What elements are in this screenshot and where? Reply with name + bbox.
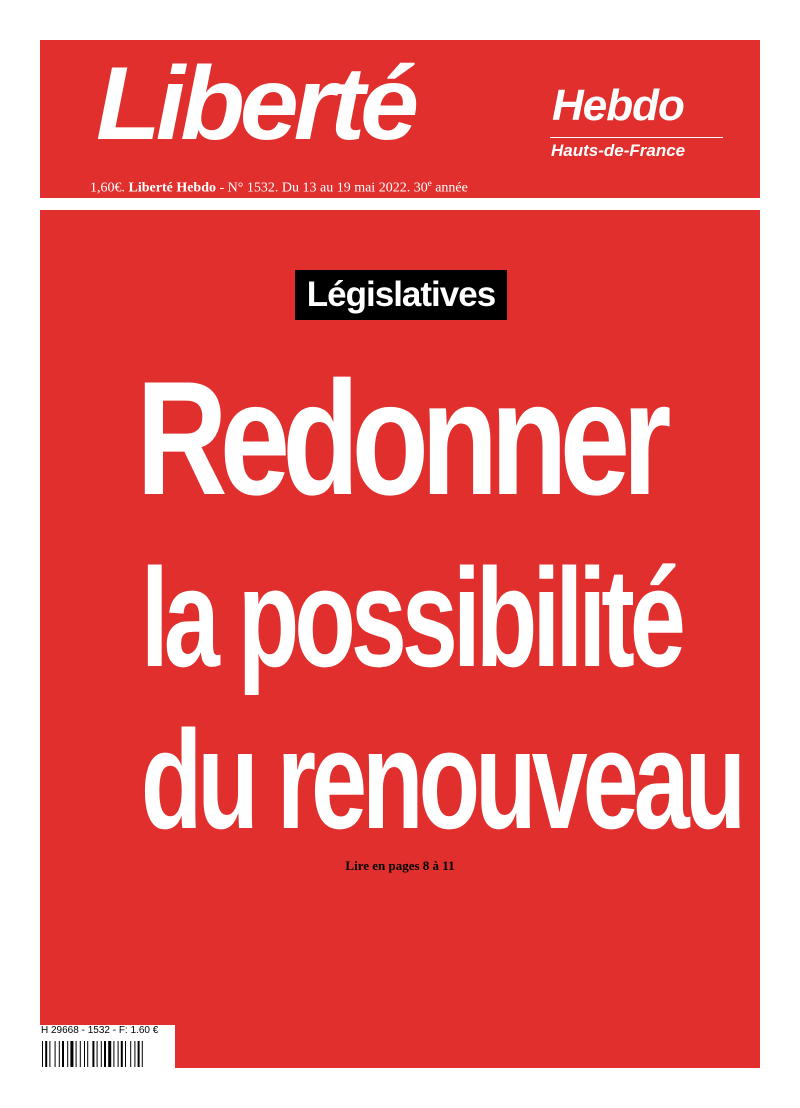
barcode-bars [42,1041,172,1067]
page-reference: Lire en pages 8 à 11 [345,858,455,873]
barcode-bar [104,1041,106,1067]
masthead [40,40,760,198]
barcode-bar [108,1041,111,1067]
headline-line-2: la possibilité [140,539,681,696]
barcode-bar [113,1041,114,1067]
issue-ordinal: e [427,178,432,188]
logo-divider [550,137,723,138]
barcode-bar [118,1041,119,1067]
barcode-bar [101,1041,102,1067]
issue-details: - N° 1532. Du 13 au 19 mai 2022. 30 [219,180,428,196]
barcode-bar [97,1041,98,1067]
barcode-bar [142,1041,143,1067]
barcode-bar [125,1041,126,1067]
barcode-bar [134,1041,135,1067]
issue-line [90,179,468,196]
barcode-bar [84,1041,85,1067]
issue-year-word: année [435,180,468,196]
barcode-bar [59,1041,60,1067]
logo-hebdo: Hebdo [552,81,684,130]
headline-line-3: du renouveau [140,701,742,858]
barcode-bar [76,1041,77,1067]
barcode-bar [62,1041,64,1067]
barcode-box [40,1025,175,1068]
barcode-bar [121,1041,123,1067]
barcode-bar [138,1041,140,1067]
barcode-bar [87,1041,88,1067]
issue-price: 1,60€. [90,180,125,196]
barcode-bar [55,1041,56,1067]
barcode-bar [67,1041,68,1067]
issue-brand: Liberté Hebdo [128,180,216,196]
barcode-text: H 29668 - 1532 - F: 1.60 € [41,1025,159,1036]
cover-panel [40,210,760,1068]
section-kicker: Législatives [295,270,507,320]
barcode-bar [130,1041,131,1067]
headline-line-1: Redonner [136,348,664,529]
barcode-bar [70,1041,73,1067]
barcode-bar [92,1041,94,1067]
barcode-bar [45,1041,47,1067]
barcode-bar [80,1041,81,1067]
logo-region: Hauts-de-France [551,141,686,160]
barcode-bar [49,1041,50,1067]
barcode-bar [42,1041,43,1067]
logo-liberte: Liberté [96,46,414,162]
